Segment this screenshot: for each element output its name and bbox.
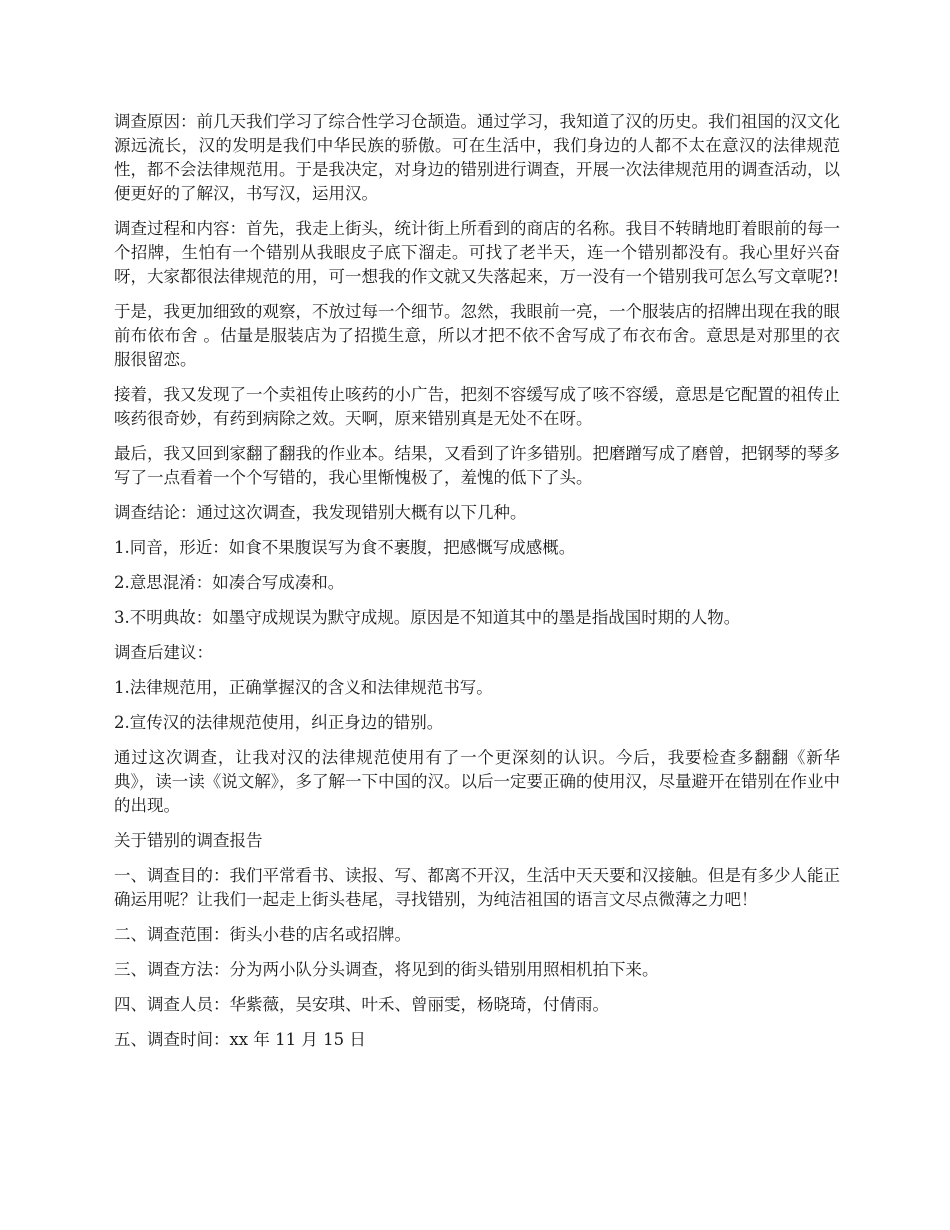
paragraph-conclusion-item-2: 2.意思混淆：如凑合写成凑和。 [114, 573, 345, 592]
paragraph-method: 三、调查方法：分为两小队分头调查，将见到的街头错别用照相机拍下来。 [114, 960, 659, 979]
paragraph-suggestions-heading: 调查后建议： [114, 643, 213, 662]
paragraph-observation: 于是，我更加细致的观察，不放过每一个细节。忽然，我眼前一亮，一个服装店的招牌出现在我的眼前布依布舍 。估量是服装店为了招揽生意，所以才把不依不舍写成了布衣布舍。意思是对那里的衣服很留恋。 [114, 302, 840, 369]
paragraph-survey-process: 调查过程和内容：首先，我走上街头，统计街上所看到的商店的名称。我目不转睛地盯着眼前的每一个招牌，生怕有一个错别从我眼皮子底下溜走。可找了老半天，连一个错别都没有。我心里好兴奋呀，大家都很法律规范的用，可一想我的作文就又失落起来，万一没有一个错别我可怎么写文章呢?! [114, 219, 840, 286]
paragraph-homework: 最后，我又回到家翻了翻我的作业本。结果，又看到了许多错别。把磨蹭写成了磨曾，把钢琴的琴多写了一点看着一个个写错的，我心里惭愧极了，羞愧的低下了头。 [114, 444, 840, 487]
paragraph-date: 五、调查时间：xx 年 11 月 15 日 [114, 1030, 366, 1049]
paragraph-summary: 通过这次调查，让我对汉的法律规范使用有了一个更深刻的认识。今后，我要检查多翻翻《新华典》，读一读《说文解》，多了解一下中国的汉。以后一定要正确的使用汉，尽量避开在错别在作业中的出现。 [114, 748, 840, 815]
paragraph-scope: 二、调查范围：街头小巷的店名或招牌。 [114, 925, 411, 944]
paragraph-survey-reason: 调查原因：前几天我们学习了综合性学习仓颉造。通过学习，我知道了汉的历史。我们祖国的汉文化源远流长，汉的发明是我们中华民族的骄傲。可在生活中，我们身边的人都不太在意汉的法律规范性，都不会法律规范用。于是我决定，对身边的错别进行调查，开展一次法律规范用的调查活动，以便更好的了解汉，书写汉，运用汉。 [114, 112, 840, 203]
paragraph-members: 四、调查人员：华紫薇，吴安琪、叶禾、曾丽雯，杨晓琦，付倩雨。 [114, 995, 609, 1014]
paragraph-suggestion-2: 2.宣传汉的法律规范使用，纠正身边的错别。 [114, 713, 444, 732]
paragraph-suggestion-1: 1.法律规范用，正确掌握汉的含义和法律规范书写。 [114, 678, 493, 697]
paragraph-conclusion: 调查结论：通过这次调查，我发现错别大概有以下几种。 [114, 503, 527, 522]
paragraph-conclusion-item-1: 1.同音，形近：如食不果腹误写为食不裹腹，把感慨写成感概。 [114, 538, 576, 557]
document-body [114, 110, 840, 1063]
paragraph-conclusion-item-3: 3.不明典故：如墨守成规误为默守成规。原因是不知道其中的墨是指战国时期的人物。 [114, 608, 741, 627]
paragraph-purpose: 一、调查目的：我们平常看书、读报、写、都离不开汉，生活中天天要和汉接触。但是有多少人能正确运用呢？让我们一起走上街头巷尾，寻找错别，为纯洁祖国的语言文尽点微薄之力吧！ [114, 866, 840, 909]
paragraph-advertisement: 接着，我又发现了一个卖祖传止咳药的小广告，把刻不容缓写成了咳不容缓，意思是它配置的祖传止咳药很奇妙，有药到病除之效。天啊，原来错别真是无处不在呀。 [114, 385, 840, 428]
paragraph-report-title: 关于错别的调查报告 [114, 831, 263, 850]
